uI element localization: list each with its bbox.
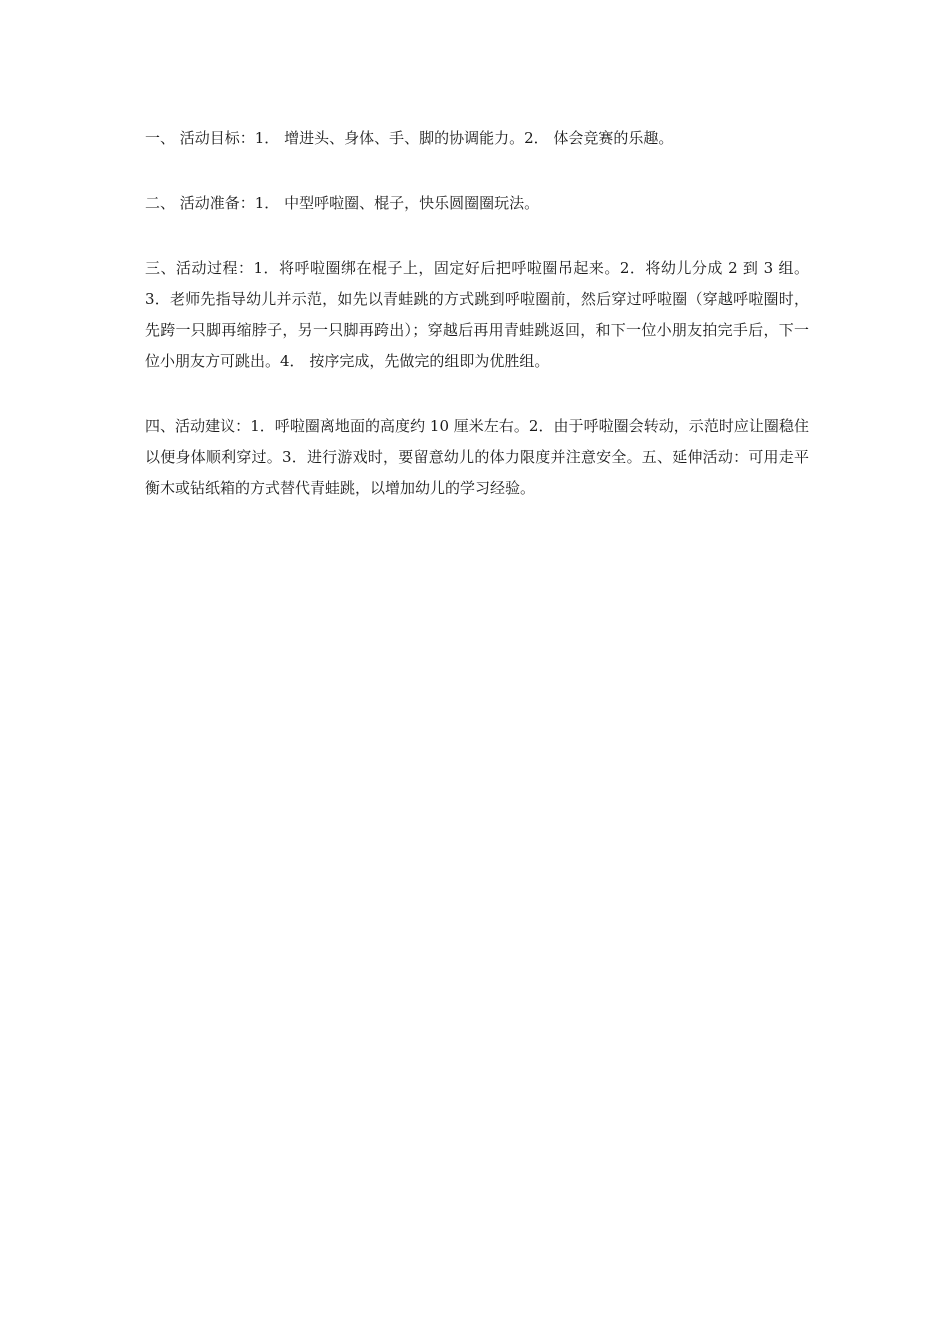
document-body xyxy=(145,123,809,504)
paragraph-goals: 一、 活动目标：1． 增进头、身体、手、脚的协调能力。2． 体会竞赛的乐趣。 xyxy=(145,129,674,147)
paragraph-suggestions: 四、活动建议：1．呼啦圈离地面的高度约 10 厘米左右。2．由于呼啦圈会转动，示范时应让圈稳住以便身体顺利穿过。3．进行游戏时，要留意幼儿的体力限度并注意安全。五、延伸活动：可用走平衡木或钻纸箱的方式替代青蛙跳，以增加幼儿的学习经验。 xyxy=(145,417,809,497)
paragraph-process: 三、活动过程：1．将呼啦圈绑在棍子上，固定好后把呼啦圈吊起来。2．将幼儿分成 2 到 3 组。3．老师先指导幼儿并示范，如先以青蛙跳的方式跳到呼啦圈前，然后穿过呼啦圈（穿越呼啦圈时，先跨一只脚再缩脖子，另一只脚再跨出）；穿越后再用青蛙跳返回，和下一位小朋友拍完手后，下一位小朋友方可跳出。4． 按序完成，先做完的组即为优胜组。 xyxy=(145,259,809,370)
paragraph-spacer xyxy=(145,219,809,253)
paragraph-spacer xyxy=(145,154,809,188)
paragraph-preparation: 二、 活动准备：1． 中型呼啦圈、棍子，快乐圆圈圈玩法。 xyxy=(145,194,540,212)
paragraph-spacer xyxy=(145,377,809,411)
